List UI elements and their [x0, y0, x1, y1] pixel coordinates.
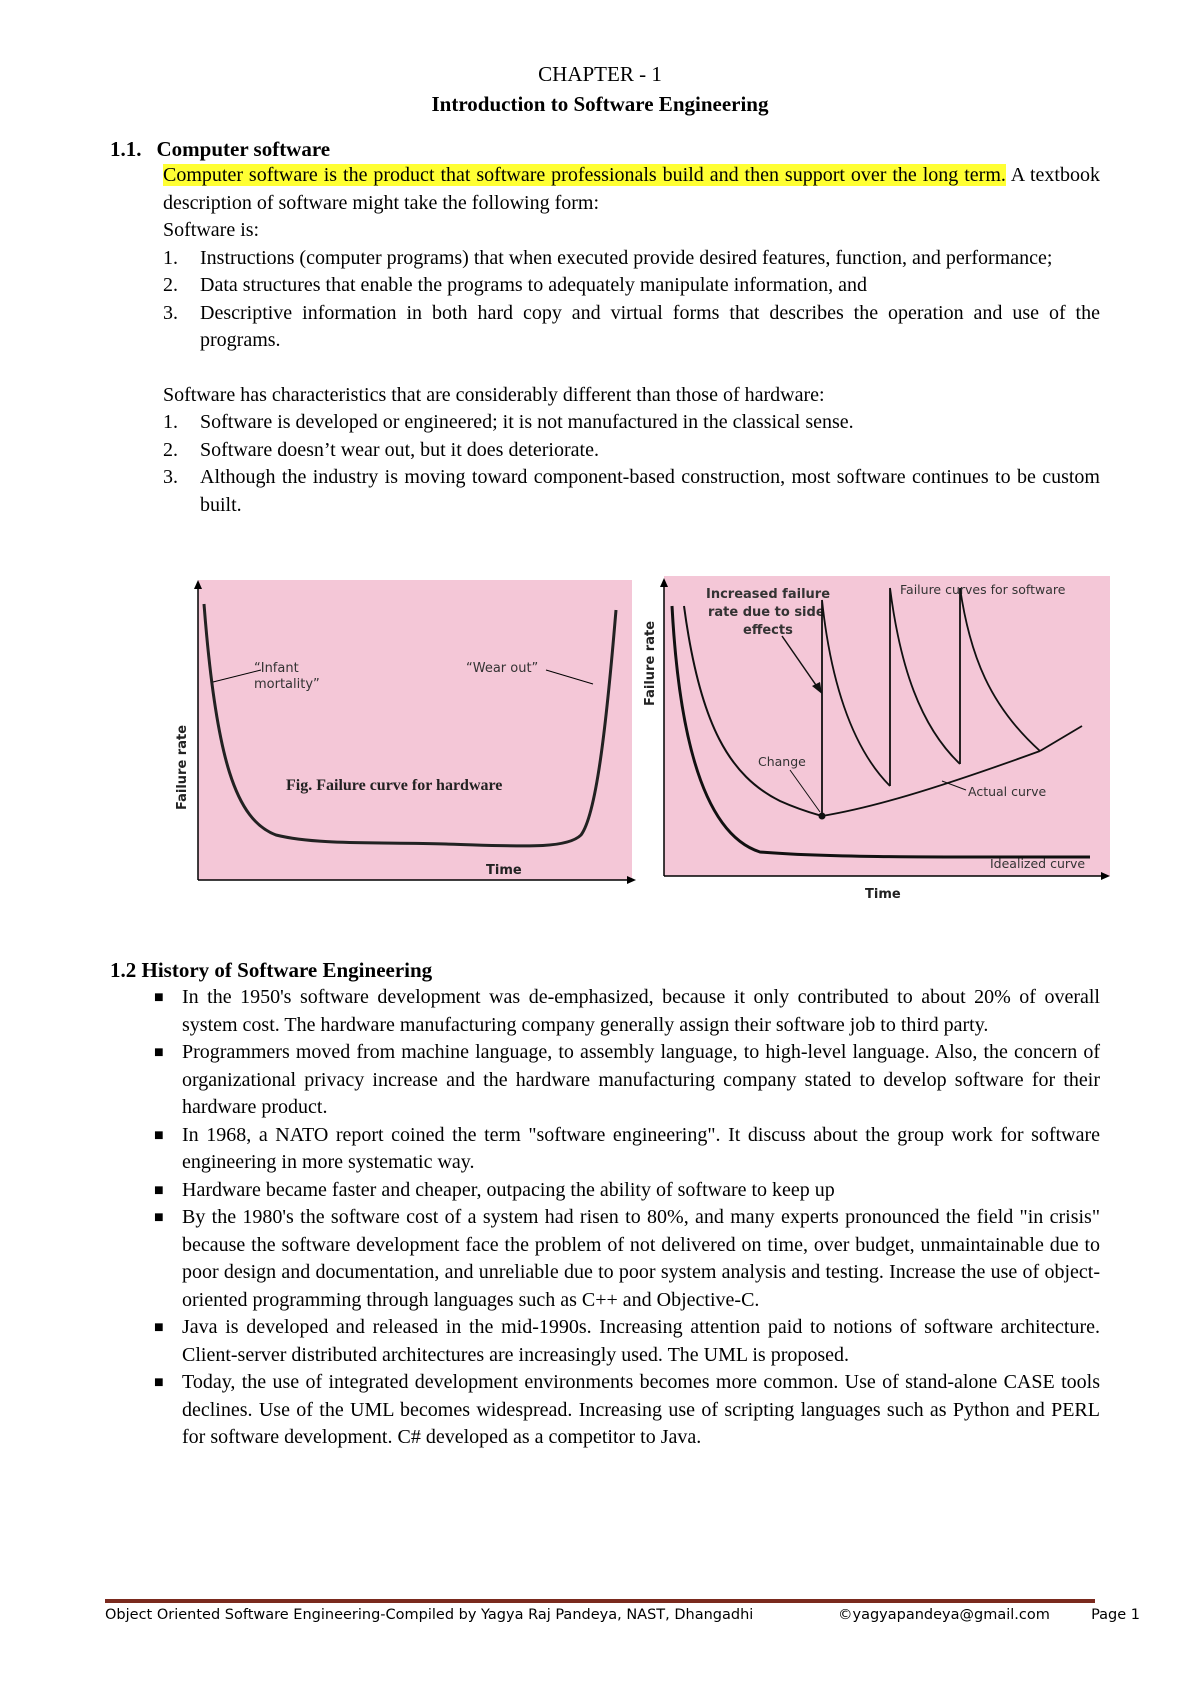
software-failure-figure	[643, 576, 1110, 906]
annotation-line-1: Increased failure	[706, 587, 831, 602]
section-1-heading	[110, 136, 1110, 164]
list-item: ■ In the 1950's software development was de-emphasized, because it only contributed to about 20% of overall system cost. The hardware manufacturing company generally assign their software job to third party.	[154, 986, 1100, 1036]
label-change: Change	[758, 754, 806, 769]
definition-paragraph: Computer software is the product that software professionals build and then support over the long term. A textbook description of software might take the following form:	[163, 164, 1100, 214]
software-is-label: Software is:	[163, 219, 260, 241]
characteristics-intro: Software has characteristics that are considerably different than those of hardware:	[163, 383, 825, 406]
list-item: ■ Java is developed and released in the mid-1990s. Increasing attention paid to notions of software architecture. Client-server distributed architectures are increasingly used. The UML is proposed.	[154, 1316, 1100, 1366]
highlighted-definition: Computer software is the product that software professionals build and then support over the long term.	[163, 164, 1006, 186]
list-item: 2. Software doesn’t wear out, but it does deteriorate.	[163, 438, 599, 461]
list-item: 1. Software is developed or engineered; it is not manufactured in the classical sense.	[163, 411, 854, 433]
x-axis-label: Time	[486, 863, 522, 878]
x-axis-label: Time	[865, 887, 901, 902]
hardware-failure-figure	[176, 580, 636, 890]
section-2-body	[110, 984, 1100, 1452]
list-item: ■ By the 1980's the software cost of a system had risen to 80%, and many experts pronounced the field "in crisis" because the software development face the problem of not delivered on time, over budget, unmaintainable due to poor design and documentation, and unreliable due to poor system analysis and testing. Increase the use of object-oriented programming through languages such as C++ and Objective-C.	[154, 1206, 1100, 1311]
section-1-title: Computer software	[156, 137, 331, 161]
change-point	[819, 813, 826, 820]
page-number: Page 1	[1091, 1607, 1140, 1623]
list-item: ■ Programmers moved from machine language, to assembly language, to high-level language. Also, the concern of organizational privacy increase and the hardware manufacturing company stated to develop software for their hardware product.	[154, 1041, 1100, 1118]
figure-background	[198, 580, 632, 880]
figure-title: Failure curves for software	[900, 582, 1066, 597]
footer-rule	[105, 1599, 1095, 1603]
list-item: ■ In 1968, a NATO report coined the term "software engineering". It discuss about the group work for software engineering in more systematic way.	[154, 1123, 1100, 1173]
list-item: 3. Although the industry is moving toward component-based construction, most software continues to be custom built.	[163, 466, 1100, 516]
figure-caption: Fig. Failure curve for hardware	[286, 777, 503, 794]
footer-credit: Object Oriented Software Engineering-Compiled by Yagya Raj Pandeya, NAST, Dhangadhi	[105, 1607, 754, 1623]
chapter-title: Introduction to Software Engineering	[431, 92, 769, 116]
list-item: 3. Descriptive information in both hard copy and virtual forms that describes the operation and use of the programs.	[163, 301, 1100, 351]
section-1-body	[163, 162, 1100, 519]
list-item: 1. Instructions (computer programs) that when executed provide desired features, function, and performance;	[163, 246, 1053, 269]
y-axis-label: Failure rate	[643, 620, 658, 706]
section-1-number: 1.1.	[110, 137, 142, 161]
annotation-line-2: rate due to side	[708, 605, 825, 620]
label-wearout: “Wear out”	[466, 661, 539, 676]
annotation-line-3: effects	[743, 623, 793, 638]
label-actual: Actual curve	[968, 784, 1047, 799]
footer-email: ©yagyapandeya@gmail.com	[838, 1607, 1050, 1623]
history-list	[110, 984, 1100, 1452]
y-axis-label: Failure rate	[175, 724, 190, 810]
characteristics-list	[117, 409, 1100, 519]
list-item: 2. Data structures that enable the programs to adequately manipulate information, and	[163, 274, 867, 296]
label-idealized: Idealized curve	[990, 856, 1086, 871]
section-2-heading: 1.2 History of Software Engineering	[110, 958, 433, 982]
definition-list	[117, 245, 1100, 355]
list-item: ■ Today, the use of integrated development environments becomes more common. Use of stand-alone CASE tools declines. Use of the UML becomes widespread. Increasing use of scripting languages such as Python and PERL for software development. C# developed as a competitor to Java.	[154, 1371, 1100, 1448]
list-item: ■ Hardware became faster and cheaper, outpacing the ability of software to keep up	[154, 1178, 835, 1201]
chapter-label: CHAPTER - 1	[538, 62, 662, 86]
label-infant-2: mortality”	[254, 677, 320, 692]
label-infant-1: “Infant	[254, 661, 299, 676]
